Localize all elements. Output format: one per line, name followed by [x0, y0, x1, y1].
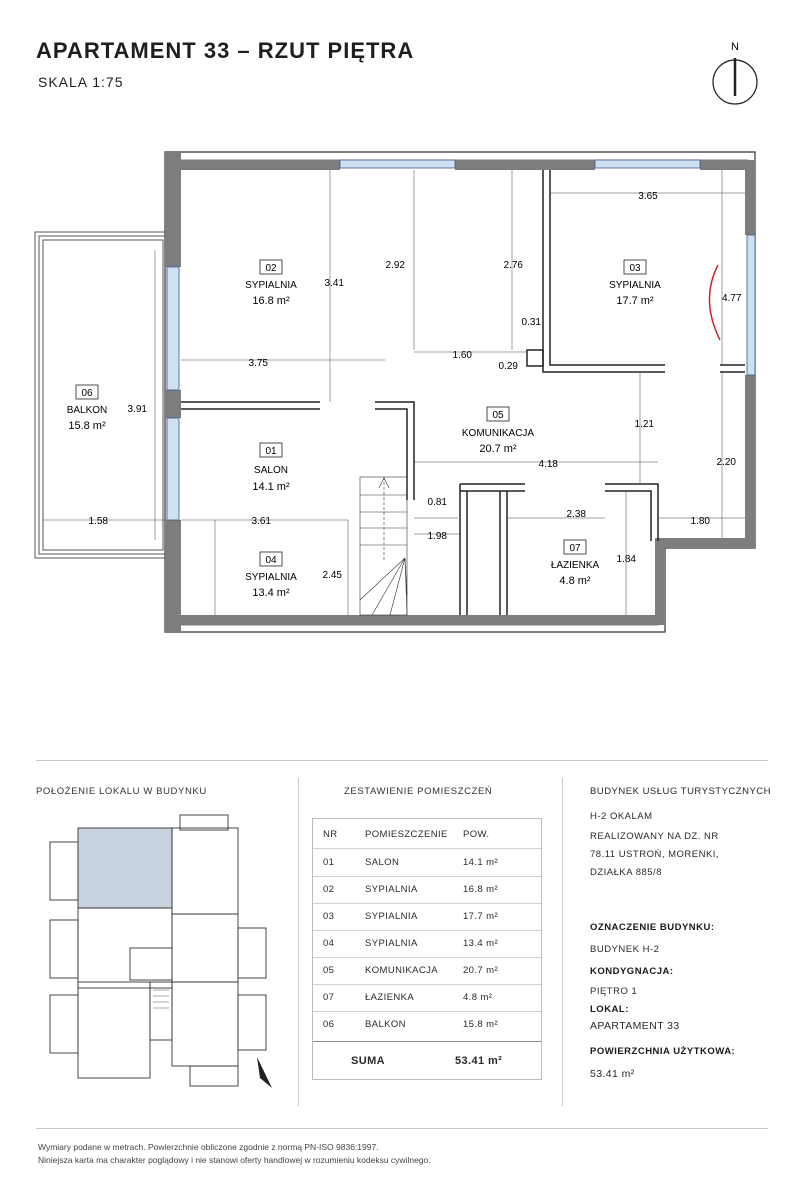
- room-name: BALKON: [66, 405, 108, 416]
- room-number: 05: [492, 410, 504, 421]
- floor-plan: [0, 140, 800, 640]
- highlighted-apartment: [78, 828, 172, 908]
- room-name: SYPIALNIA: [609, 280, 661, 291]
- dimension-label: 1.98: [427, 531, 447, 542]
- unit-label: LOKAL:: [590, 1004, 629, 1015]
- dimension-label: 4.77: [722, 293, 742, 304]
- row-nr: 06: [323, 1019, 335, 1030]
- north-pointer-icon: [257, 1057, 272, 1088]
- location-title: POŁOŻENIE LOKALU W BUDYNKU: [36, 786, 207, 797]
- room-label-07: [551, 540, 600, 587]
- dimension-label: 3.61: [251, 516, 271, 527]
- row-nr: 02: [323, 884, 335, 895]
- dimension-label: 2.38: [566, 509, 586, 520]
- dimension-label: 0.31: [521, 317, 541, 328]
- table-row: [313, 984, 541, 1011]
- row-nr: 01: [323, 857, 335, 868]
- room-area: 20.7 m²: [479, 443, 517, 455]
- usable-area-value: 53.41 m²: [590, 1068, 635, 1080]
- room-label-01: [252, 443, 290, 493]
- room-name: SALON: [254, 465, 288, 476]
- row-name: BALKON: [365, 1019, 406, 1030]
- row-nr: 07: [323, 992, 335, 1003]
- room-number: 06: [81, 388, 93, 399]
- north-arrow-icon: [708, 38, 762, 108]
- dimension-label: 3.75: [248, 358, 268, 369]
- header-nr: NR: [323, 829, 338, 840]
- plot-number: DZIAŁKA 885/8: [590, 867, 662, 878]
- room-name: SYPIALNIA: [245, 572, 297, 583]
- building-name: H-2 OKALAM: [590, 811, 653, 822]
- table-row: [313, 849, 541, 876]
- room-number: 01: [265, 446, 277, 457]
- table-row: [313, 1011, 541, 1038]
- minimap-stairs: [153, 990, 169, 1008]
- row-name: SYPIALNIA: [365, 938, 418, 949]
- table-row: [313, 957, 541, 984]
- row-name: KOMUNIKACJA: [365, 965, 439, 976]
- row-area: 14.1 m²: [463, 857, 499, 868]
- room-name: ŁAZIENKA: [550, 560, 600, 571]
- building-location-map: [40, 810, 280, 1095]
- section-divider: [36, 760, 768, 761]
- room-number: 02: [265, 263, 277, 274]
- building-title: BUDYNEK USŁUG TURYSTYCZNYCH: [590, 786, 772, 797]
- row-name: SYPIALNIA: [365, 911, 418, 922]
- dimension-label: 3.91: [127, 404, 147, 415]
- section-divider: [36, 1128, 768, 1129]
- scale-label: SKALA 1:75: [38, 74, 124, 90]
- header-area: POW.: [463, 829, 490, 840]
- realized-value: 78.11 USTROŃ, MORENKI,: [590, 849, 720, 860]
- rooms-table: [312, 818, 542, 1080]
- page-title: APARTAMENT 33 – RZUT PIĘTRA: [36, 38, 415, 63]
- room-label-02: [245, 260, 297, 307]
- room-name: KOMUNIKACJA: [461, 428, 535, 439]
- table-row: [313, 930, 541, 957]
- room-area: 15.8 m²: [68, 420, 106, 432]
- column-divider: [562, 778, 563, 1106]
- dimension-label: 2.45: [322, 570, 342, 581]
- total-value: 53.41 m²: [455, 1055, 503, 1067]
- row-nr: 03: [323, 911, 335, 922]
- row-name: SYPIALNIA: [365, 884, 418, 895]
- dimension-labels: [89, 191, 742, 581]
- table-header: [313, 821, 541, 848]
- row-area: 16.8 m²: [463, 884, 499, 895]
- north-label: N: [731, 41, 739, 53]
- room-number: 03: [629, 263, 641, 274]
- dimension-label: 0.29: [498, 361, 518, 372]
- room-label-04: [245, 552, 297, 599]
- designation-label: OZNACZENIE BUDYNKU:: [590, 922, 715, 933]
- door-arc: [709, 265, 720, 340]
- column-divider: [298, 778, 299, 1106]
- room-label-05: [462, 407, 535, 455]
- dimension-label: 1.60: [452, 350, 472, 361]
- usable-area-label: POWIERZCHNIA UŻYTKOWA:: [590, 1046, 736, 1057]
- dimension-label: 3.41: [324, 278, 344, 289]
- room-label-03: [609, 260, 661, 307]
- staircase: [360, 477, 407, 615]
- room-number: 07: [569, 543, 581, 554]
- row-area: 15.8 m²: [463, 1019, 499, 1030]
- designation-value: BUDYNEK H-2: [590, 944, 660, 955]
- row-area: 20.7 m²: [463, 965, 499, 976]
- realized-label: REALIZOWANY NA DZ. NR: [590, 831, 719, 842]
- dimension-lines: [43, 170, 745, 615]
- floor-value: PIĘTRO 1: [590, 986, 638, 997]
- table-total-row: [313, 1047, 541, 1074]
- room-area: 17.7 m²: [616, 295, 654, 307]
- row-nr: 05: [323, 965, 335, 976]
- dimension-label: 2.76: [503, 260, 523, 271]
- footnote-dimensions: Wymiary podane w metrach. Powierzchnie obliczone zgodnie z normą PN-ISO 9836:1997.: [38, 1142, 379, 1152]
- dimension-label: 1.21: [634, 419, 654, 430]
- room-name: SYPIALNIA: [245, 280, 297, 291]
- dimension-label: 2.92: [385, 260, 405, 271]
- room-number: 04: [265, 555, 277, 566]
- header-name: POMIESZCZENIE: [365, 829, 448, 840]
- row-name: ŁAZIENKA: [365, 992, 415, 1003]
- dimension-label: 4.18: [538, 459, 558, 470]
- footnote-disclaimer: Niniejsza karta ma charakter poglądowy i nie stanowi oferty handlowej w rozumieniu kodeksu cywilnego.: [38, 1155, 431, 1165]
- floor-label: KONDYGNACJA:: [590, 966, 674, 977]
- row-area: 13.4 m²: [463, 938, 499, 949]
- unit-value: APARTAMENT 33: [590, 1020, 680, 1032]
- row-nr: 04: [323, 938, 335, 949]
- table-row: [313, 903, 541, 930]
- balcony-outline: [35, 232, 171, 558]
- row-area: 4.8 m²: [463, 992, 493, 1003]
- dimension-label: 2.20: [716, 457, 736, 468]
- summary-title: ZESTAWIENIE POMIESZCZEŃ: [344, 786, 493, 797]
- row-area: 17.7 m²: [463, 911, 499, 922]
- dimension-label: 3.65: [638, 191, 658, 202]
- room-area: 16.8 m²: [252, 295, 290, 307]
- room-area: 4.8 m²: [559, 575, 591, 587]
- room-area: 13.4 m²: [252, 587, 290, 599]
- table-row: [313, 876, 541, 903]
- total-label: SUMA: [351, 1055, 385, 1067]
- row-name: SALON: [365, 857, 400, 868]
- dimension-label: 1.84: [616, 554, 636, 565]
- room-label-06: [67, 385, 108, 432]
- room-area: 14.1 m²: [252, 481, 290, 493]
- dimension-label: 1.58: [88, 516, 108, 527]
- dimension-label: 1.80: [690, 516, 710, 527]
- dimension-label: 0.81: [427, 497, 447, 508]
